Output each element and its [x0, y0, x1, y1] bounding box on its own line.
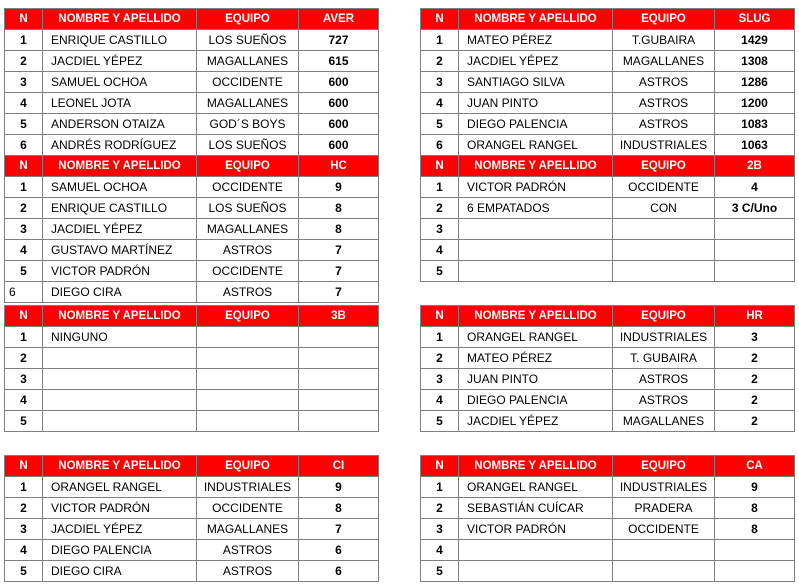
- row-number: 3: [421, 72, 459, 93]
- player-name: JACDIEL YÉPEZ: [459, 411, 613, 432]
- row-number: 5: [5, 411, 43, 432]
- stat-value: 2: [715, 369, 795, 390]
- stat-value: 727: [299, 30, 379, 51]
- table-row: [421, 327, 795, 348]
- team-name: ASTROS: [613, 93, 715, 114]
- stat-value: [299, 411, 379, 432]
- doubles-header-team: EQUIPO: [613, 156, 715, 177]
- row-number: 6: [5, 282, 43, 303]
- row-number: 4: [421, 93, 459, 114]
- table-row: [5, 114, 379, 135]
- player-name: SANTIAGO SILVA: [459, 72, 613, 93]
- table-row: [421, 198, 795, 219]
- row-number: 4: [5, 240, 43, 261]
- ca-header-team: EQUIPO: [613, 456, 715, 477]
- team-name: LOS SUEÑOS: [197, 30, 299, 51]
- aver-header-team: EQUIPO: [197, 9, 299, 30]
- table-row: [5, 540, 379, 561]
- slug-body: [421, 9, 795, 156]
- team-name: [613, 540, 715, 561]
- ca-header-stat: CA: [715, 456, 795, 477]
- stat-value: 6: [299, 561, 379, 582]
- stat-value: 7: [299, 261, 379, 282]
- table-row: [421, 72, 795, 93]
- hr-header-row: [421, 306, 795, 327]
- triples-header-n: N: [5, 306, 43, 327]
- row-number: 1: [5, 327, 43, 348]
- table-row: [5, 561, 379, 582]
- triples-header-row: [5, 306, 379, 327]
- aver-header-stat: AVER: [299, 9, 379, 30]
- ca-header-row: [421, 456, 795, 477]
- row-number: 3: [5, 72, 43, 93]
- table-row: [421, 498, 795, 519]
- stat-value: [715, 561, 795, 582]
- ca-header-name: NOMBRE Y APELLIDO: [459, 456, 613, 477]
- ci-header-row: [5, 456, 379, 477]
- stat-value: 9: [715, 477, 795, 498]
- row-number: 2: [5, 51, 43, 72]
- stat-value: 6: [299, 540, 379, 561]
- team-name: INDUSTRIALES: [613, 477, 715, 498]
- hr-header-stat: HR: [715, 306, 795, 327]
- stat-value: [299, 327, 379, 348]
- stat-value: 8: [299, 198, 379, 219]
- player-name: SEBASTIÁN CUÍCAR: [459, 498, 613, 519]
- row-number: 5: [5, 261, 43, 282]
- player-name: JACDIEL YÉPEZ: [43, 519, 197, 540]
- row-number: 3: [5, 519, 43, 540]
- table-row: [421, 411, 795, 432]
- row-number: 1: [5, 30, 43, 51]
- player-name: DIEGO PALENCIA: [459, 390, 613, 411]
- ci-body: [5, 456, 379, 582]
- table-row: [421, 390, 795, 411]
- table-row: [421, 540, 795, 561]
- team-name: ASTROS: [197, 282, 299, 303]
- player-name: MATEO PÉREZ: [459, 30, 613, 51]
- row-number: 5: [5, 114, 43, 135]
- player-name: VICTOR PADRÓN: [459, 177, 613, 198]
- hc-body: [5, 156, 379, 303]
- player-name: VICTOR PADRÓN: [459, 519, 613, 540]
- team-name: [197, 327, 299, 348]
- ca-body: [421, 456, 795, 582]
- team-name: GOD´S BOYS: [197, 114, 299, 135]
- stat-value: 8: [299, 498, 379, 519]
- table-row: [421, 135, 795, 156]
- doubles-leaders-table: [420, 155, 795, 282]
- row-number: 2: [5, 348, 43, 369]
- team-name: MAGALLANES: [197, 51, 299, 72]
- team-name: [613, 240, 715, 261]
- player-name: VICTOR PADRÓN: [43, 498, 197, 519]
- player-name: MATEO PÉREZ: [459, 348, 613, 369]
- player-name: ORANGEL RANGEL: [43, 477, 197, 498]
- slug-header-stat: SLUG: [715, 9, 795, 30]
- stat-value: 1429: [715, 30, 795, 51]
- stat-value: 600: [299, 135, 379, 156]
- team-name: OCCIDENTE: [613, 519, 715, 540]
- stat-value: 1083: [715, 114, 795, 135]
- team-name: INDUSTRIALES: [613, 135, 715, 156]
- player-name: DIEGO CIRA: [43, 282, 197, 303]
- table-row: [5, 327, 379, 348]
- row-number: 5: [421, 261, 459, 282]
- aver-header-row: [5, 9, 379, 30]
- player-name: GUSTAVO MARTÍNEZ: [43, 240, 197, 261]
- player-name: [459, 540, 613, 561]
- team-name: ASTROS: [613, 114, 715, 135]
- player-name: DIEGO PALENCIA: [43, 540, 197, 561]
- ci-header-name: NOMBRE Y APELLIDO: [43, 456, 197, 477]
- row-number: 4: [5, 540, 43, 561]
- player-name: ANDRÉS RODRÍGUEZ: [43, 135, 197, 156]
- slug-header-row: [421, 9, 795, 30]
- stat-value: [715, 240, 795, 261]
- stat-value: 7: [299, 519, 379, 540]
- player-name: VICTOR PADRÓN: [43, 261, 197, 282]
- stat-value: 8: [715, 519, 795, 540]
- table-row: [5, 498, 379, 519]
- row-number: 3: [421, 519, 459, 540]
- row-number: 1: [421, 327, 459, 348]
- player-name: DIEGO CIRA: [43, 561, 197, 582]
- hc-header-n: N: [5, 156, 43, 177]
- team-name: MAGALLANES: [197, 93, 299, 114]
- table-row: [421, 369, 795, 390]
- table-row: [5, 369, 379, 390]
- row-number: 3: [5, 369, 43, 390]
- stat-value: [715, 261, 795, 282]
- player-name: 6 EMPATADOS: [459, 198, 613, 219]
- table-row: [5, 261, 379, 282]
- doubles-header-n: N: [421, 156, 459, 177]
- table-row: [5, 240, 379, 261]
- slug-leaders-table: [420, 8, 795, 156]
- player-name: JUAN PINTO: [459, 369, 613, 390]
- row-number: 4: [5, 390, 43, 411]
- player-name: ORANGEL RANGEL: [459, 327, 613, 348]
- table-row: [421, 177, 795, 198]
- team-name: [197, 411, 299, 432]
- team-name: OCCIDENTE: [197, 498, 299, 519]
- stat-value: 2: [715, 348, 795, 369]
- team-name: CON: [613, 198, 715, 219]
- team-name: INDUSTRIALES: [613, 327, 715, 348]
- table-row: [421, 51, 795, 72]
- stat-value: 3: [715, 327, 795, 348]
- hc-header-row: [5, 156, 379, 177]
- team-name: [197, 348, 299, 369]
- triples-body: [5, 306, 379, 432]
- row-number: 4: [421, 390, 459, 411]
- row-number: 3: [5, 219, 43, 240]
- player-name: LEONEL JOTA: [43, 93, 197, 114]
- player-name: ENRIQUE CASTILLO: [43, 198, 197, 219]
- doubles-header-row: [421, 156, 795, 177]
- table-row: [421, 348, 795, 369]
- row-number: 1: [5, 477, 43, 498]
- row-number: 5: [421, 114, 459, 135]
- stat-value: 9: [299, 177, 379, 198]
- table-row: [421, 561, 795, 582]
- row-number: 2: [421, 348, 459, 369]
- table-row: [5, 93, 379, 114]
- player-name: [43, 390, 197, 411]
- player-name: [459, 561, 613, 582]
- table-row: [421, 240, 795, 261]
- table-row: [421, 30, 795, 51]
- team-name: MAGALLANES: [613, 411, 715, 432]
- hr-header-team: EQUIPO: [613, 306, 715, 327]
- stat-value: 7: [299, 282, 379, 303]
- stat-value: 2: [715, 411, 795, 432]
- stat-value: 1063: [715, 135, 795, 156]
- row-number: 5: [421, 561, 459, 582]
- team-name: OCCIDENTE: [613, 177, 715, 198]
- ci-header-stat: CI: [299, 456, 379, 477]
- stat-value: 8: [715, 498, 795, 519]
- team-name: T. GUBAIRA: [613, 348, 715, 369]
- aver-header-name: NOMBRE Y APELLIDO: [43, 9, 197, 30]
- row-number: 1: [5, 177, 43, 198]
- stat-value: 2: [715, 390, 795, 411]
- table-row: [5, 519, 379, 540]
- row-number: 1: [421, 177, 459, 198]
- row-number: 2: [421, 51, 459, 72]
- row-number: 5: [421, 411, 459, 432]
- team-name: ASTROS: [613, 390, 715, 411]
- hr-header-n: N: [421, 306, 459, 327]
- table-row: [5, 411, 379, 432]
- stat-value: 3 C/Uno: [715, 198, 795, 219]
- aver-leaders-table: [4, 8, 379, 303]
- team-name: OCCIDENTE: [197, 261, 299, 282]
- stat-value: 1200: [715, 93, 795, 114]
- player-name: JUAN PINTO: [459, 93, 613, 114]
- player-name: SAMUEL OCHOA: [43, 177, 197, 198]
- aver-header-n: N: [5, 9, 43, 30]
- table-row: [5, 282, 379, 303]
- doubles-header-name: NOMBRE Y APELLIDO: [459, 156, 613, 177]
- player-name: [43, 369, 197, 390]
- row-number: 5: [5, 561, 43, 582]
- stat-value: [299, 390, 379, 411]
- row-number: 3: [421, 219, 459, 240]
- team-name: ASTROS: [197, 561, 299, 582]
- player-name: DIEGO PALENCIA: [459, 114, 613, 135]
- hc-header-team: EQUIPO: [197, 156, 299, 177]
- row-number: 6: [5, 135, 43, 156]
- team-name: [613, 219, 715, 240]
- team-name: ASTROS: [613, 369, 715, 390]
- ci-leaders-table: [4, 455, 379, 582]
- team-name: [613, 561, 715, 582]
- stat-value: 8: [299, 219, 379, 240]
- team-name: ASTROS: [197, 240, 299, 261]
- team-name: [613, 261, 715, 282]
- table-row: [5, 477, 379, 498]
- team-name: MAGALLANES: [197, 219, 299, 240]
- team-name: [197, 369, 299, 390]
- player-name: ANDERSON OTAIZA: [43, 114, 197, 135]
- table-row: [5, 348, 379, 369]
- table-row: [421, 219, 795, 240]
- stat-value: [299, 348, 379, 369]
- stat-value: 600: [299, 93, 379, 114]
- ci-header-team: EQUIPO: [197, 456, 299, 477]
- team-name: T.GUBAIRA: [613, 30, 715, 51]
- player-name: ENRIQUE CASTILLO: [43, 30, 197, 51]
- table-row: [5, 135, 379, 156]
- stat-value: 7: [299, 240, 379, 261]
- player-name: [43, 348, 197, 369]
- team-name: OCCIDENTE: [197, 72, 299, 93]
- aver-body: [5, 9, 379, 156]
- ca-leaders-table: [420, 455, 795, 582]
- doubles-header-stat: 2B: [715, 156, 795, 177]
- hr-body: [421, 306, 795, 432]
- team-name: ASTROS: [197, 540, 299, 561]
- player-name: [459, 240, 613, 261]
- team-name: PRADERA: [613, 498, 715, 519]
- table-row: [5, 390, 379, 411]
- stat-value: 600: [299, 114, 379, 135]
- row-number: 2: [5, 198, 43, 219]
- ci-header-n: N: [5, 456, 43, 477]
- row-number: 2: [421, 498, 459, 519]
- team-name: LOS SUEÑOS: [197, 135, 299, 156]
- stat-value: 1286: [715, 72, 795, 93]
- doubles-body: [421, 156, 795, 282]
- table-row: [5, 219, 379, 240]
- player-name: [43, 411, 197, 432]
- stat-value: 600: [299, 72, 379, 93]
- player-name: NINGUNO: [43, 327, 197, 348]
- table-row: [421, 519, 795, 540]
- triples-header-stat: 3B: [299, 306, 379, 327]
- player-name: ORANGEL RANGEL: [459, 477, 613, 498]
- table-row: [421, 261, 795, 282]
- stat-value: 615: [299, 51, 379, 72]
- ca-header-n: N: [421, 456, 459, 477]
- table-row: [421, 114, 795, 135]
- player-name: [459, 261, 613, 282]
- team-name: INDUSTRIALES: [197, 477, 299, 498]
- stat-value: 4: [715, 177, 795, 198]
- slug-header-team: EQUIPO: [613, 9, 715, 30]
- team-name: MAGALLANES: [613, 51, 715, 72]
- stat-value: 1308: [715, 51, 795, 72]
- triples-leaders-table: [4, 305, 379, 432]
- row-number: 4: [5, 93, 43, 114]
- player-name: JACDIEL YÉPEZ: [459, 51, 613, 72]
- table-row: [421, 477, 795, 498]
- hc-header-name: NOMBRE Y APELLIDO: [43, 156, 197, 177]
- row-number: 2: [5, 498, 43, 519]
- hr-header-name: NOMBRE Y APELLIDO: [459, 306, 613, 327]
- slug-header-name: NOMBRE Y APELLIDO: [459, 9, 613, 30]
- row-number: 2: [421, 198, 459, 219]
- row-number: 3: [421, 369, 459, 390]
- stat-value: [715, 219, 795, 240]
- row-number: 6: [421, 135, 459, 156]
- player-name: JACDIEL YÉPEZ: [43, 219, 197, 240]
- triples-header-name: NOMBRE Y APELLIDO: [43, 306, 197, 327]
- player-name: JACDIEL YÉPEZ: [43, 51, 197, 72]
- stat-value: [299, 369, 379, 390]
- team-name: MAGALLANES: [197, 519, 299, 540]
- player-name: SAMUEL OCHOA: [43, 72, 197, 93]
- player-name: [459, 219, 613, 240]
- hc-header-stat: HC: [299, 156, 379, 177]
- row-number: 4: [421, 540, 459, 561]
- row-number: 4: [421, 240, 459, 261]
- row-number: 1: [421, 477, 459, 498]
- team-name: LOS SUEÑOS: [197, 198, 299, 219]
- table-row: [5, 72, 379, 93]
- team-name: ASTROS: [613, 72, 715, 93]
- table-row: [5, 177, 379, 198]
- table-row: [5, 51, 379, 72]
- stat-value: 9: [299, 477, 379, 498]
- row-number: 1: [421, 30, 459, 51]
- table-row: [5, 30, 379, 51]
- player-name: ORANGEL RANGEL: [459, 135, 613, 156]
- hr-leaders-table: [420, 305, 795, 432]
- team-name: OCCIDENTE: [197, 177, 299, 198]
- triples-header-team: EQUIPO: [197, 306, 299, 327]
- stat-value: [715, 540, 795, 561]
- table-row: [421, 93, 795, 114]
- team-name: [197, 390, 299, 411]
- table-row: [5, 198, 379, 219]
- slug-header-n: N: [421, 9, 459, 30]
